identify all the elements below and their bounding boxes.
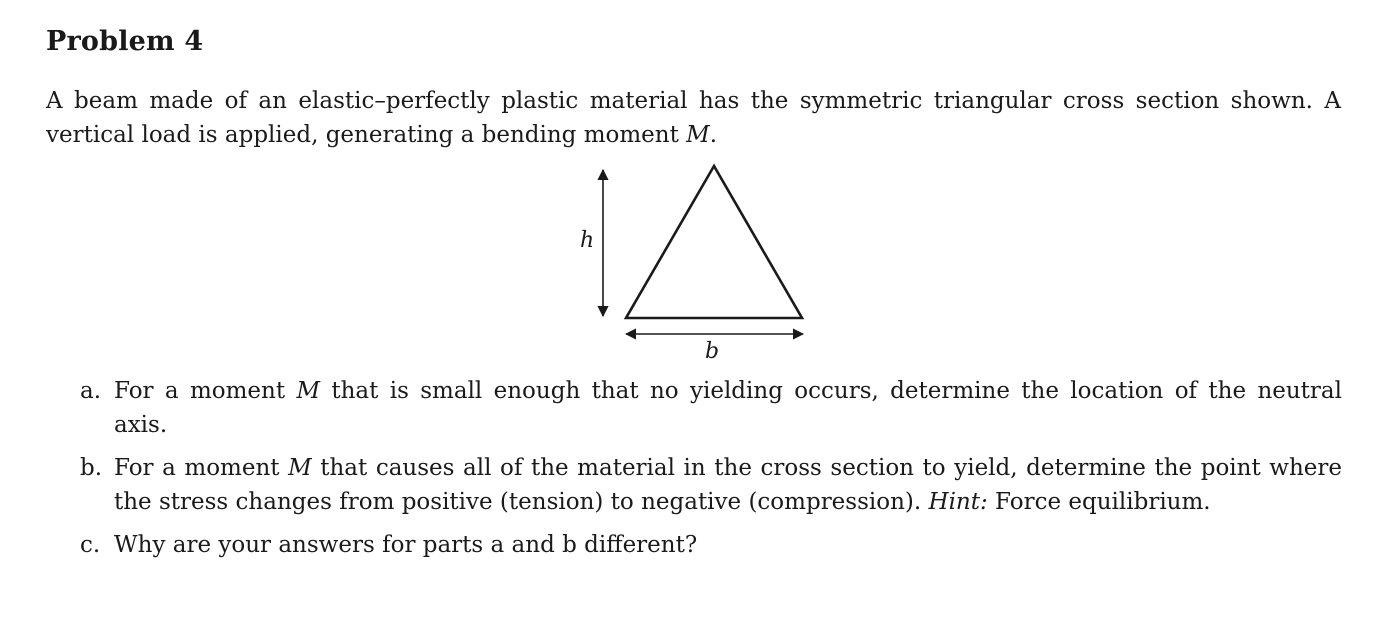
question-a-line-1 [114,374,1342,408]
statement-line-1: A beam made of an elastic–perfectly plastic material has the symmetric triangular cross section shown. A [46,88,1341,114]
cross-section-diagram [560,158,820,368]
question-b-line-2 [114,485,1342,519]
triangle-shape [626,166,802,318]
question-c-text [114,528,1342,562]
question-list [80,374,1342,571]
question-b-pre: For a moment [114,455,289,481]
statement-text: vertical load is applied, generating a bending moment [46,122,687,148]
hint-text: Force equilibrium. [987,489,1211,515]
question-a-pre: For a moment [114,378,297,404]
question-a-line-2: axis. [114,412,168,438]
question-b-line-1 [114,451,1342,485]
question-b [80,451,1342,519]
base-label: b [705,339,720,364]
question-b-line-2-text: the stress changes from positive (tension) to negative (compression). [114,489,929,515]
question-a-text [114,374,1342,442]
moment-variable: M [686,122,710,148]
question-b-post: that causes all of the material in the cross section to yield, determine the point where [311,455,1342,481]
statement-line-2 [46,118,1341,152]
question-a-post: that is small enough that no yielding occurs, determine the location of the neutral [320,378,1342,404]
moment-variable: M [288,455,312,481]
problem-title: Problem 4 [46,26,204,57]
statement-period: . [709,122,718,148]
question-b-marker: b. [80,455,103,481]
question-a-marker: a. [80,378,102,404]
height-label: h [580,228,595,253]
question-c-marker: c. [80,532,101,558]
question-b-text [114,451,1342,519]
question-c-line-1: Why are your answers for parts a and b different? [114,532,698,558]
hint-label: Hint: [928,489,988,515]
moment-variable: M [296,378,321,404]
question-a [80,374,1342,442]
problem-statement [46,84,1341,152]
triangle-cross-section-figure [560,158,820,372]
question-c [80,528,1342,562]
